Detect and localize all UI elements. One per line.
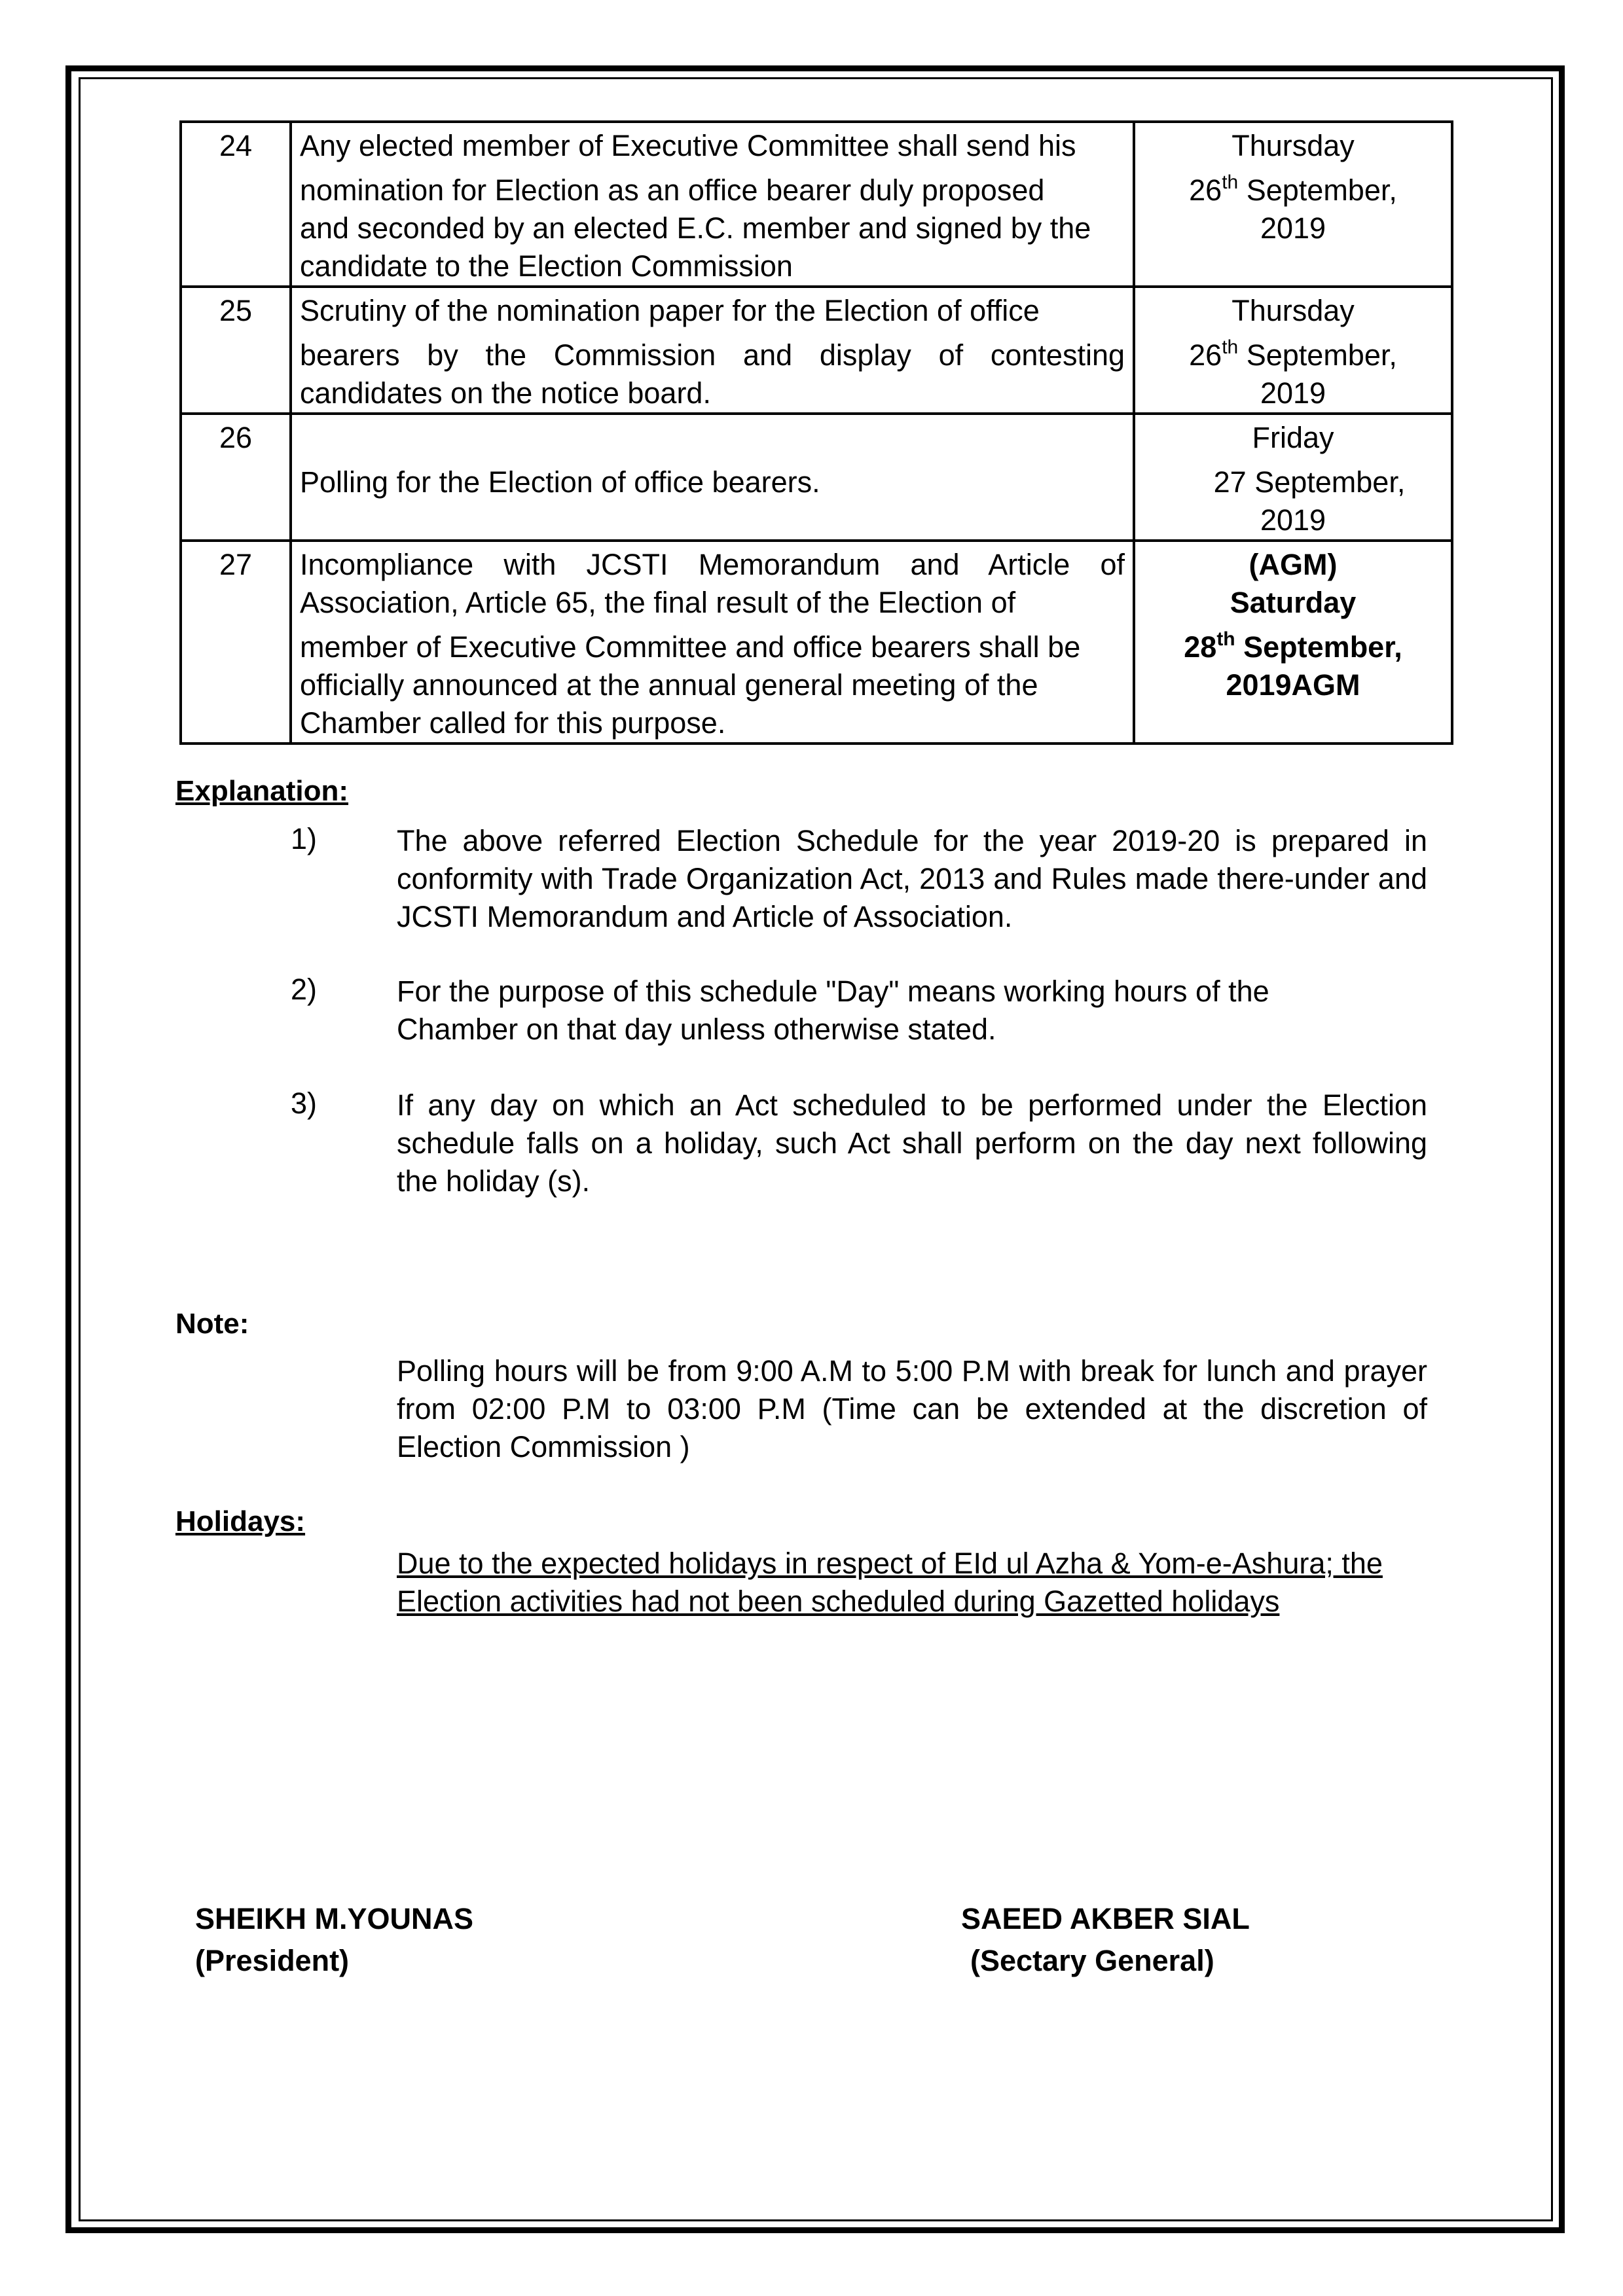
table-row: [181, 287, 1452, 414]
description-line: Chamber called for this purpose.: [300, 706, 726, 740]
date-tag: (AGM): [1249, 548, 1338, 581]
date-month: September,: [1238, 338, 1397, 372]
explanation-text: [397, 973, 1427, 1049]
date-day: Saturday: [1230, 586, 1357, 619]
explanation-heading: Explanation:: [175, 775, 349, 807]
table-row: [181, 122, 1452, 287]
explanation-number: 3): [290, 1086, 317, 1120]
date-day: Thursday: [1231, 129, 1355, 162]
row-number: 24: [181, 122, 291, 287]
description-line: Any elected member of Executive Committee shall send his: [300, 129, 1076, 162]
description-line: Scrutiny of the nomination paper for the Election of office: [300, 294, 1040, 327]
date-number: 26: [1189, 338, 1222, 372]
signatory-title: (Sectary General): [970, 1944, 1214, 1977]
date-month: September,: [1238, 173, 1397, 207]
date-day: Friday: [1252, 421, 1334, 454]
signatory-name: SHEIKH M.YOUNAS: [195, 1902, 474, 1935]
description-line: Polling for the Election of office bearers.: [300, 465, 820, 499]
date-suffix: th: [1222, 336, 1239, 358]
description-line: bearers by the Commission and display of contesting: [300, 338, 1125, 372]
holidays-heading: Holidays:: [175, 1505, 306, 1537]
election-schedule-table: [179, 120, 1453, 745]
date-line: [1143, 171, 1443, 209]
note-heading: Note:: [175, 1308, 249, 1340]
row-date: [1134, 541, 1452, 744]
row-number: 27: [181, 541, 291, 744]
description-line: officially announced at the annual general meeting of the: [300, 668, 1038, 702]
row-date: [1134, 414, 1452, 541]
row-date: [1134, 287, 1452, 414]
date-year: 2019AGM: [1226, 668, 1360, 702]
date-line: 27 September,: [1213, 465, 1406, 499]
row-date: [1134, 122, 1452, 287]
row-number: 26: [181, 414, 291, 541]
table-row: [181, 414, 1452, 541]
date-line: [1143, 628, 1443, 666]
description-line: candidates on the notice board.: [300, 376, 711, 410]
date-line: [1143, 336, 1443, 374]
description-line: Association, Article 65, the final result of the Election of: [300, 586, 1016, 619]
date-year: 2019: [1260, 211, 1326, 245]
explanation-line: For the purpose of this schedule "Day" means working hours of the: [397, 975, 1269, 1008]
description-spacer: [300, 419, 1125, 457]
row-description: [291, 541, 1134, 744]
row-description: [291, 122, 1134, 287]
date-day: Thursday: [1231, 294, 1355, 327]
explanation-line: Chamber on that day unless otherwise stated.: [397, 1013, 996, 1046]
description-line: and seconded by an elected E.C. member and signed by the: [300, 211, 1091, 245]
description-line: nomination for Election as an office bearer duly proposed: [300, 173, 1045, 207]
date-month: September,: [1235, 630, 1402, 664]
row-description: [291, 414, 1134, 541]
date-number: 28: [1184, 630, 1217, 664]
row-number: 25: [181, 287, 291, 414]
signatory-right: [961, 1898, 1250, 1982]
explanation-number: 1): [290, 822, 317, 855]
signatory-name: SAEED AKBER SIAL: [961, 1902, 1250, 1935]
date-year: 2019: [1260, 376, 1326, 410]
explanation-number: 2): [290, 973, 317, 1006]
description-line: member of Executive Committee and office bearers shall be: [300, 630, 1081, 664]
date-number: 26: [1189, 173, 1222, 207]
holidays-text: Due to the expected holidays in respect of EId ul Azha & Yom-e-Ashura; the Election activities had not been scheduled during Gazetted holidays: [397, 1547, 1383, 1618]
explanation-text: The above referred Election Schedule for the year 2019-20 is prepared in conformity with Trade Organization Act, 2013 and Rules made there-under and JCSTI Memorandum and Article of Association.: [397, 824, 1427, 933]
explanation-text: If any day on which an Act scheduled to be performed under the Election schedule falls on a holiday, such Act shall perform on the day next following the holiday (s).: [397, 1088, 1427, 1198]
row-description: [291, 287, 1134, 414]
signatory-left: [195, 1898, 473, 1982]
date-suffix: th: [1222, 171, 1239, 193]
date-suffix: th: [1216, 628, 1235, 650]
note-text: Polling hours will be from 9:00 A.M to 5:00 P.M with break for lunch and prayer from 02:00 P.M to 03:00 P.M (Time can be extended at the discretion of Election Commission ): [397, 1354, 1427, 1463]
description-line: candidate to the Election Commission: [300, 249, 793, 283]
description-line: Incompliance with JCSTI Memorandum and Article of: [300, 548, 1125, 581]
table-row: [181, 541, 1452, 744]
signatory-title: (President): [195, 1944, 350, 1977]
date-year: 2019: [1260, 503, 1326, 537]
